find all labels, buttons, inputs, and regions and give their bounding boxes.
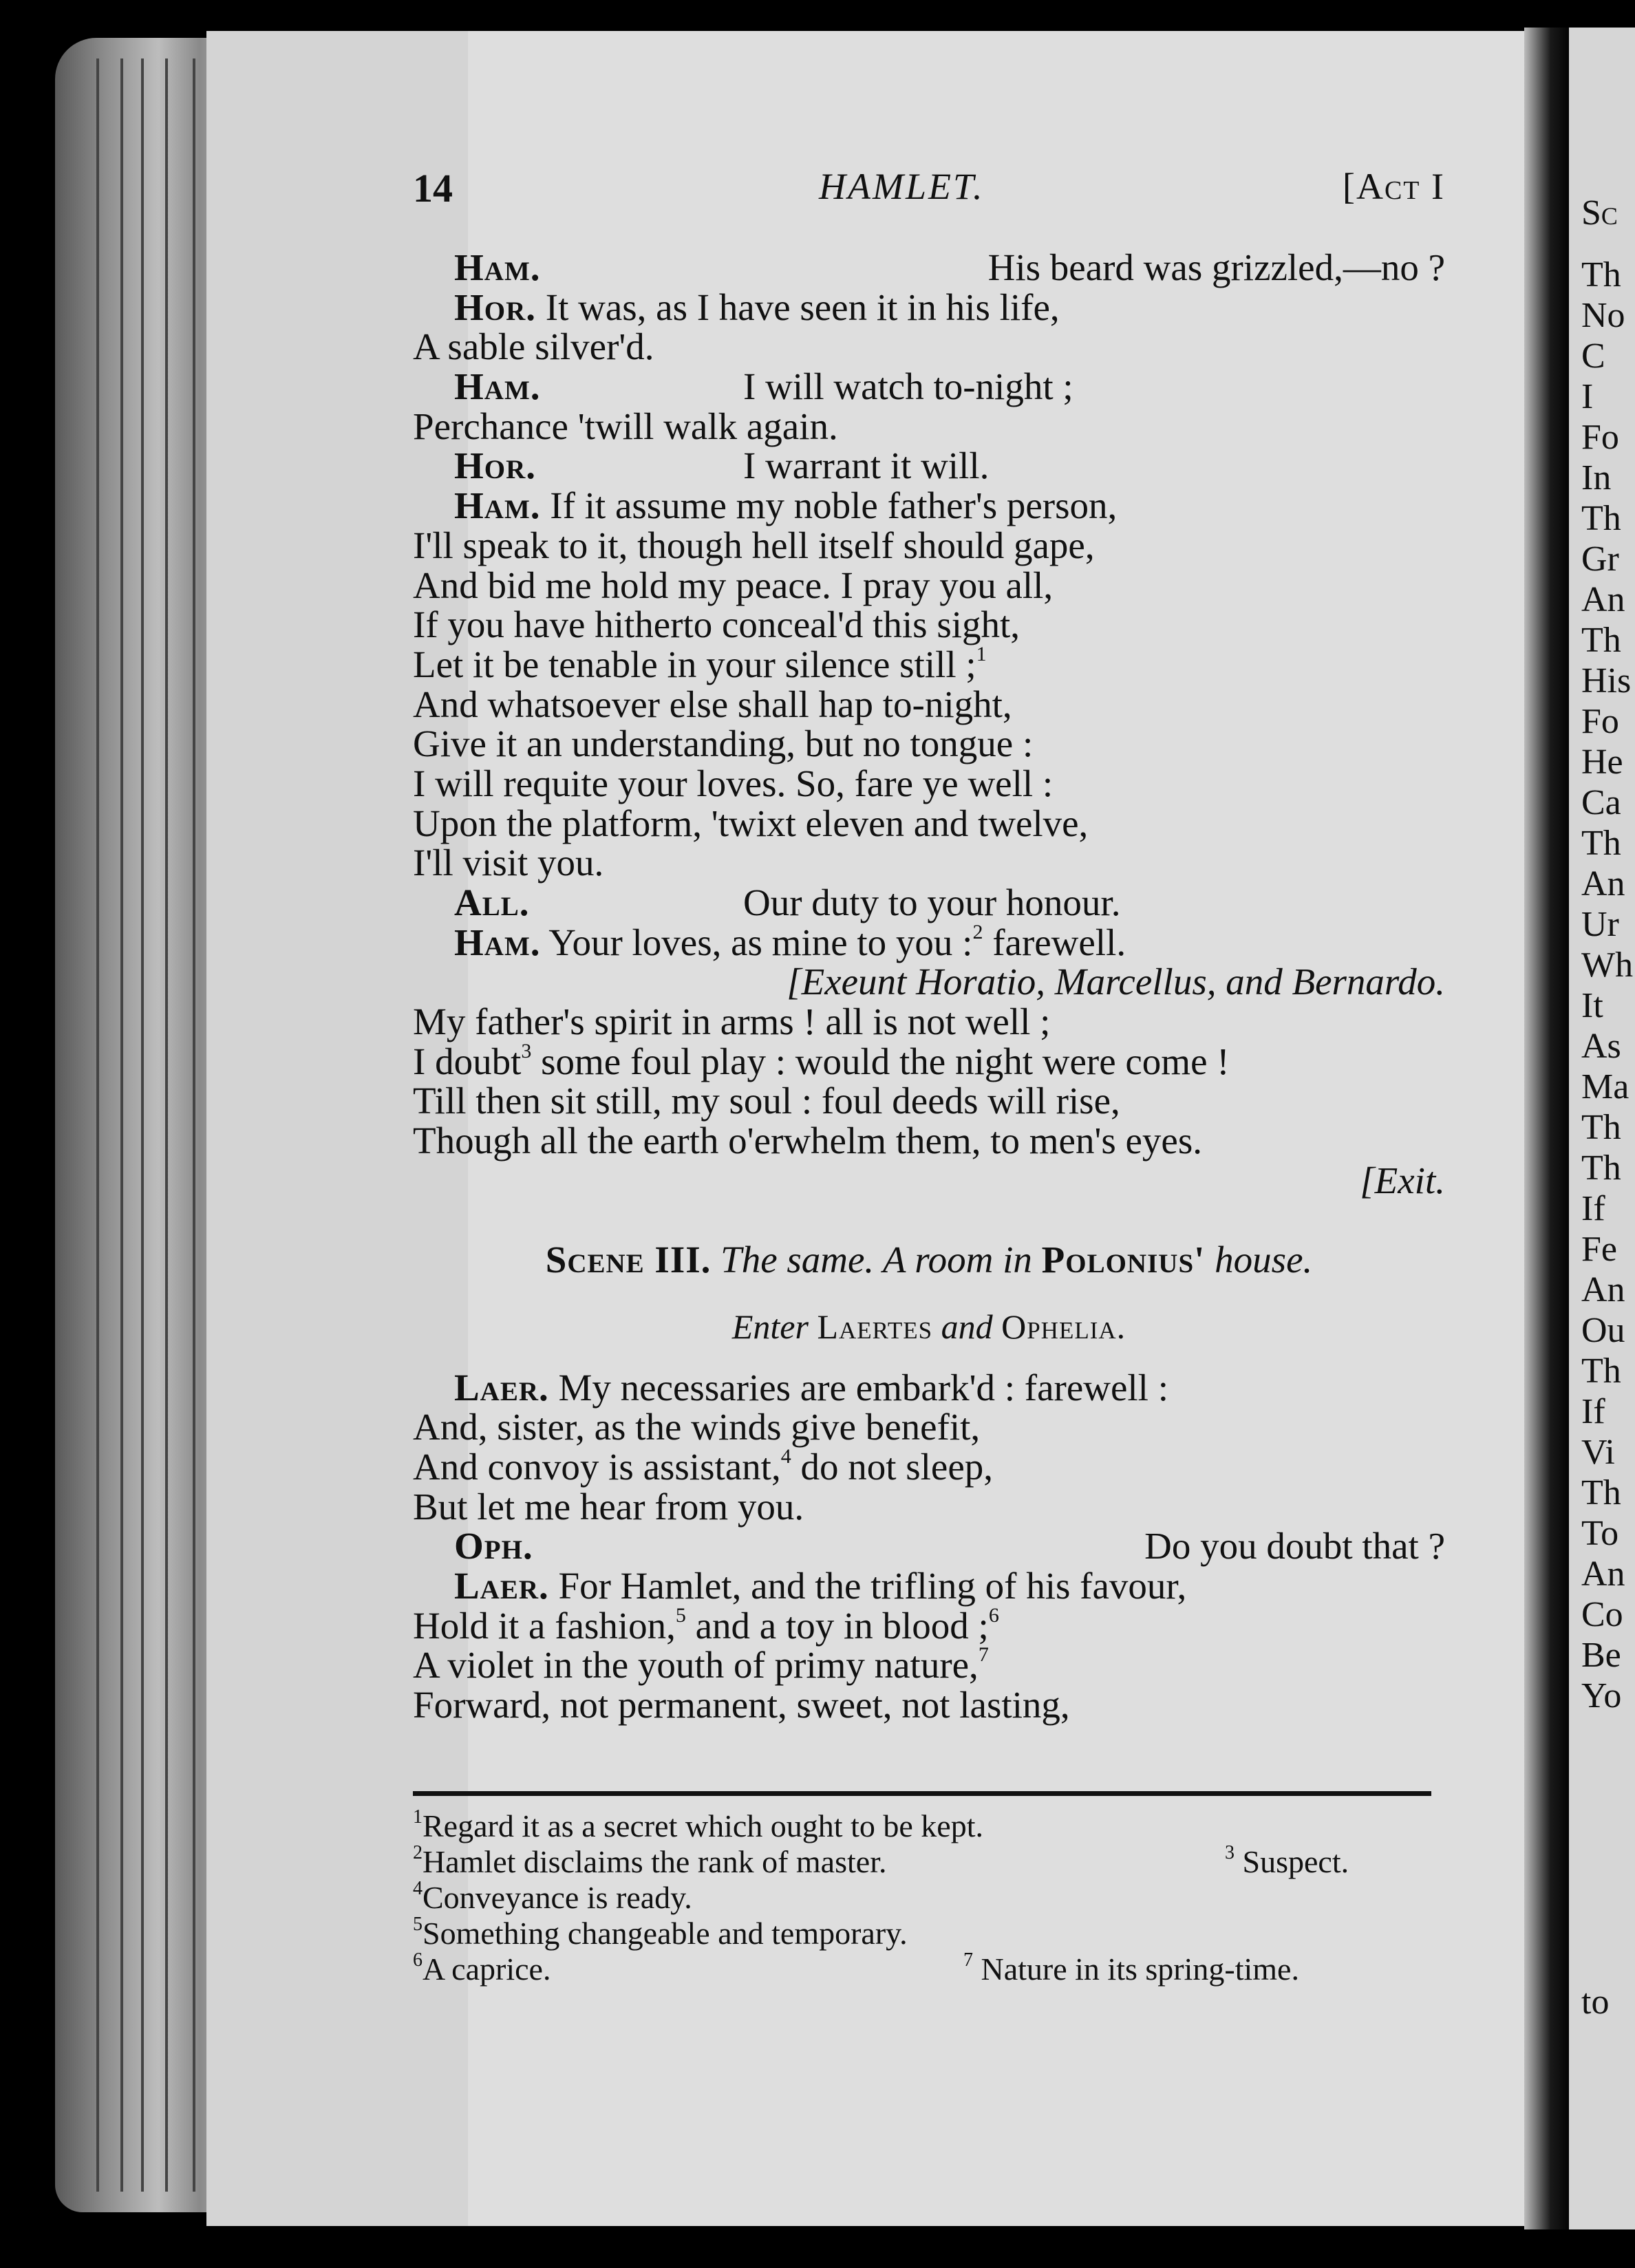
facing-page-line: Wh [1581, 945, 1634, 985]
line-text: Perchance 'twill walk again. [413, 405, 838, 447]
footnote-number: 3 [1225, 1842, 1235, 1863]
line-text: And bid me hold my peace. I pray you all, [413, 564, 1054, 606]
facing-page-line: Ur [1581, 905, 1619, 944]
verse-line [413, 1407, 1445, 1447]
facing-page-line: No [1581, 296, 1625, 335]
footnote [1225, 1844, 1349, 1880]
footnote-ref: 4 [780, 1444, 791, 1468]
speaker-name: Hor. [454, 445, 537, 487]
line-text: Do you doubt that ? [1144, 1525, 1445, 1568]
scene-description: The same. A room in [720, 1239, 1032, 1281]
verse-line [413, 486, 1445, 526]
footnote-rule [413, 1791, 1431, 1796]
verse-line [413, 920, 1445, 963]
speaker-name: Ham. [454, 484, 541, 527]
verse-line [413, 642, 1445, 685]
speaker-name: Laer. [454, 1366, 549, 1409]
spacer [413, 1201, 1445, 1241]
facing-page-line: Th [1581, 1148, 1621, 1188]
line-text: If it assume my noble father's person, [550, 484, 1118, 527]
footnote-text: Regard it as a secret which ought to be kept. [423, 1808, 983, 1843]
line-text: My father's spirit in arms ! all is not well ; [413, 1001, 1051, 1043]
and-word: and [941, 1307, 993, 1346]
line-text: I will watch to-night ; [743, 365, 1073, 408]
line-text: And, sister, as the winds give benefit, [413, 1406, 981, 1448]
verse-line [413, 1444, 1445, 1488]
line-text: Hold it a fashion, [413, 1604, 676, 1647]
page-number: 14 [413, 166, 453, 211]
verse-line [413, 526, 1445, 566]
footnote [413, 1808, 1404, 1844]
act-label: [Act I [1342, 166, 1445, 207]
facing-page-line: Ca [1581, 783, 1621, 822]
verse-line [413, 1368, 1445, 1408]
footnote-ref: 2 [972, 920, 983, 943]
character-name: Laertes [817, 1307, 933, 1346]
footnote [963, 1951, 1299, 1987]
line-text: Your loves, as mine to you : [548, 921, 973, 963]
facing-page-line: Vi [1581, 1433, 1615, 1472]
running-title: HAMLET. [819, 166, 985, 207]
speaker-name: Laer. [454, 1565, 549, 1607]
line-text: some foul play : would the night were come ! [531, 1040, 1230, 1082]
verse-line [413, 1487, 1445, 1527]
verse-line [413, 764, 1445, 804]
line-text: and a toy in blood ; [685, 1604, 989, 1647]
footnote-ref: 3 [521, 1039, 532, 1062]
scene-place: house. [1215, 1239, 1313, 1281]
verse-line [413, 288, 1445, 328]
facing-page-line: It [1581, 986, 1603, 1025]
facing-page-line: Ou [1581, 1311, 1625, 1350]
line-text: A sable silver'd. [413, 325, 654, 368]
line-text: His beard was grizzled,—no ? [987, 246, 1445, 288]
facing-page-line: Fo [1581, 702, 1619, 741]
facing-page-line: As [1581, 1027, 1621, 1066]
line-text: Our duty to your honour. [743, 881, 1121, 923]
facing-page-line: I [1581, 377, 1594, 416]
verse-line [413, 1161, 1445, 1201]
facing-page-line: Th [1581, 824, 1621, 863]
line-text: But let me hear from you. [413, 1485, 804, 1528]
spacer [413, 1347, 1445, 1368]
footnote-ref: 6 [988, 1603, 999, 1627]
verse-line [413, 843, 1445, 883]
facing-page-line: C [1581, 336, 1605, 376]
scene-number: Scene III. [545, 1239, 712, 1281]
footnote-ref: 7 [978, 1643, 989, 1667]
enter-word: Enter [731, 1307, 809, 1346]
line-text: Till then sit still, my soul : foul deeds will rise, [413, 1080, 1120, 1122]
footnote [413, 1951, 1404, 1987]
verse-line [413, 685, 1445, 725]
verse-line [413, 1526, 1445, 1566]
facing-page-line: Ma [1581, 1067, 1629, 1106]
footnotes [413, 1808, 1404, 1987]
footnote-ref: 1 [976, 642, 987, 665]
verse-line [413, 724, 1445, 764]
facing-page-line: Yo [1581, 1676, 1622, 1715]
speaker-name: Hor. [454, 286, 537, 328]
facing-page-line: Fo [1581, 418, 1619, 457]
play-text [413, 248, 1445, 1725]
facing-page-line: Th [1581, 1473, 1621, 1512]
facing-page-line: Th [1581, 499, 1621, 538]
facing-page-line: He [1581, 742, 1623, 782]
running-header [413, 165, 1445, 220]
speaker-name: Oph. [454, 1525, 533, 1568]
facing-page-line: In [1581, 458, 1612, 498]
entrance-direction [413, 1307, 1445, 1347]
speaker-name: All. [454, 881, 530, 923]
verse-line [413, 1566, 1445, 1606]
line-text: My necessaries are embark'd : farewell : [558, 1366, 1168, 1409]
line-text: It was, as I have seen it in his life, [545, 286, 1060, 328]
footnote-number: 4 [413, 1878, 423, 1899]
verse-line [413, 566, 1445, 606]
stage-direction: [Exit. [1360, 1159, 1445, 1201]
footnote-text: Conveyance is ready. [423, 1880, 692, 1915]
facing-page-line: To [1581, 1514, 1619, 1553]
line-text: If you have hitherto conceal'd this sight, [413, 603, 1020, 646]
facing-page-line: An [1581, 580, 1625, 619]
footnote [413, 1880, 1404, 1916]
line-text: do not sleep, [791, 1445, 993, 1488]
verse-line [413, 1685, 1445, 1725]
verse-line [413, 1603, 1445, 1647]
facing-page-line: Be [1581, 1636, 1621, 1675]
verse-line [413, 1002, 1445, 1042]
facing-page-line: An [1581, 1554, 1625, 1594]
facing-page-line: to [1581, 1982, 1610, 2022]
verse-line [413, 1081, 1445, 1121]
verse-line [413, 1121, 1445, 1161]
line-text: And whatsoever else shall hap to-night, [413, 683, 1012, 725]
footnote-text: Hamlet disclaims the rank of master. [423, 1844, 887, 1879]
stage-direction: [Exeunt Horatio, Marcellus, and Bernardo. [787, 961, 1445, 1003]
footnote [413, 1844, 1404, 1880]
verse-line [413, 804, 1445, 844]
speaker-name: Ham. [454, 921, 541, 963]
line-text: I will requite your loves. So, fare ye well : [413, 762, 1054, 804]
line-text: Let it be tenable in your silence still ; [413, 643, 976, 685]
spacer [413, 1280, 1445, 1307]
line-text: And convoy is assistant, [413, 1445, 781, 1488]
facing-page-header: Sc [1581, 193, 1618, 233]
verse-line [413, 446, 1445, 486]
verse-line [413, 883, 1445, 923]
facing-page-line: Th [1581, 1351, 1621, 1391]
facing-page-line: Fe [1581, 1230, 1617, 1269]
footnote-number: 1 [413, 1806, 423, 1828]
footnote-text: Nature in its spring-time. [981, 1951, 1299, 1987]
facing-page-line: If [1581, 1392, 1605, 1431]
facing-page-line: His [1581, 661, 1632, 700]
line-text: Give it an understanding, but no tongue : [413, 723, 1034, 765]
line-text: Forward, not permanent, sweet, not lasting, [413, 1684, 1070, 1726]
facing-page-line: Co [1581, 1595, 1623, 1634]
facing-page-line: An [1581, 864, 1625, 903]
verse-line [413, 605, 1445, 645]
line-text: I warrant it will. [743, 445, 990, 487]
character-name: Ophelia. [1001, 1307, 1126, 1346]
character-name: Polonius' [1041, 1239, 1206, 1281]
verse-line [413, 248, 1445, 288]
verse-line [413, 367, 1445, 407]
book-gutter [1524, 28, 1572, 2229]
footnote-text: Suspect. [1242, 1844, 1349, 1879]
verse-line [413, 1039, 1445, 1082]
line-text: farewell. [983, 921, 1126, 963]
line-text: Upon the platform, 'twixt eleven and twelve, [413, 802, 1089, 844]
speaker-name: Ham. [454, 365, 541, 408]
line-text: A violet in the youth of primy nature, [413, 1644, 979, 1687]
footnote [413, 1916, 1404, 1951]
footnote-number: 6 [413, 1949, 423, 1971]
facing-page-line: An [1581, 1270, 1625, 1309]
footnote-text: A caprice. [423, 1951, 551, 1987]
footnote-ref: 5 [675, 1603, 686, 1627]
verse-line [413, 1645, 1445, 1685]
line-text: I'll visit you. [413, 842, 604, 884]
footnote-number: 2 [413, 1842, 423, 1863]
line-text: For Hamlet, and the trifling of his favour, [558, 1565, 1187, 1607]
footnote-number: 7 [963, 1949, 973, 1971]
facing-page-line: Th [1581, 1108, 1621, 1147]
speaker-name: Ham. [454, 246, 541, 288]
facing-page-edge [1569, 28, 1635, 2229]
verse-line [413, 407, 1445, 447]
verse-line [413, 962, 1445, 1002]
footnote-text: Something changeable and temporary. [423, 1916, 908, 1951]
facing-page-line: Th [1581, 255, 1621, 295]
footnote-number: 5 [413, 1914, 423, 1935]
line-text: Though all the earth o'erwhelm them, to men's eyes. [413, 1120, 1202, 1162]
facing-page-line: Gr [1581, 539, 1619, 579]
line-text: I'll speak to it, though hell itself should gape, [413, 524, 1095, 566]
scene-heading [413, 1240, 1445, 1280]
line-text: I doubt [413, 1040, 522, 1082]
facing-page-line: Th [1581, 621, 1621, 660]
facing-page-line: If [1581, 1189, 1605, 1228]
verse-line [413, 327, 1445, 367]
